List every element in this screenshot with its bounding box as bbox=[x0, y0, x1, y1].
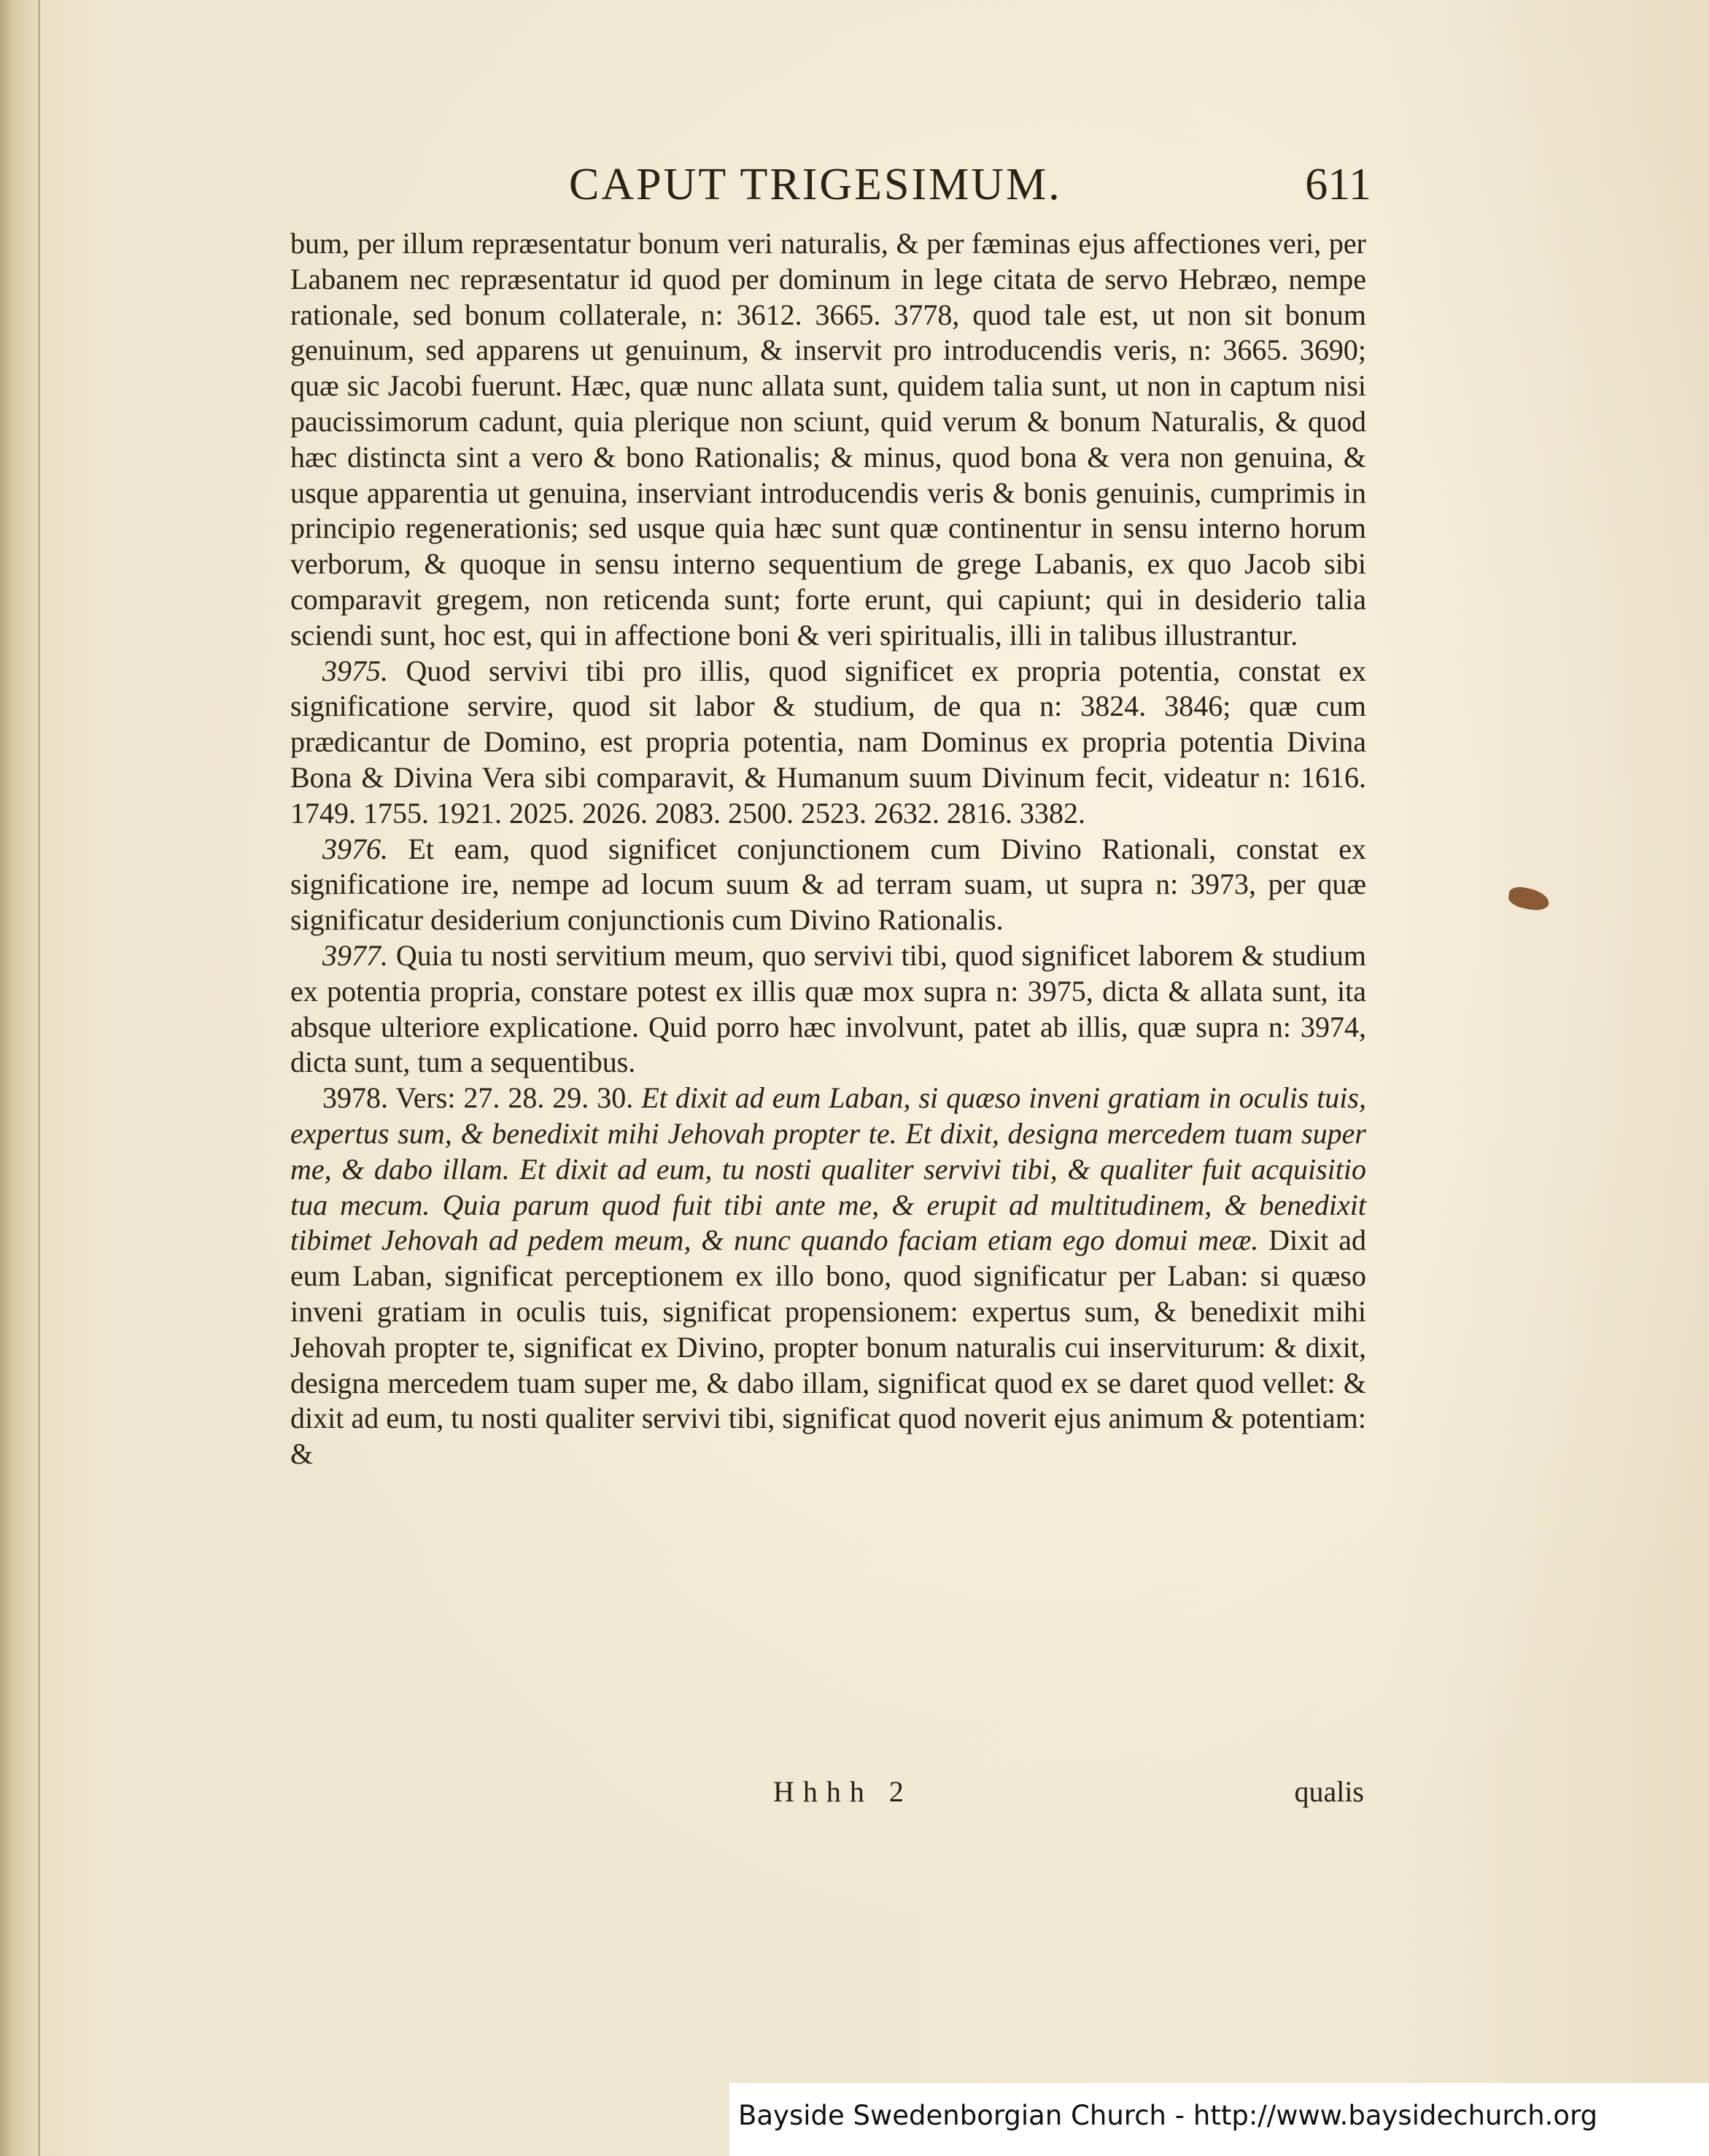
paragraph-3977 bbox=[290, 938, 1366, 1081]
paragraph-number: 3978. bbox=[322, 1081, 388, 1115]
paragraph-continued bbox=[290, 226, 1366, 654]
catchword: qualis bbox=[1294, 1775, 1364, 1808]
body-text bbox=[290, 226, 1366, 1472]
paragraph-3978 bbox=[290, 1081, 1366, 1472]
verse-reference: Vers: 27. 28. 29. 30. bbox=[395, 1081, 634, 1115]
paragraph-text: Et eam, quod significet conjunctionem cum Divino Rationali, constat ex significatione ire, nempe ad locum suum & ad terram suam, ut supra n: 3973, per quæ significatur desiderium conjunctionis cum Divino Rationalis. bbox=[290, 832, 1367, 937]
paper-stain bbox=[1507, 884, 1551, 913]
paragraph-number: 3977. bbox=[322, 938, 388, 972]
chapter-title: CAPUT TRIGESIMUM. bbox=[569, 160, 1062, 209]
paragraph-text: Dixit ad eum Laban, significat perceptionem ex illo bono, quod significatur per Laban: si quæso inveni gratiam in oculis tuis, significat propensionem: expertus sum, & benedixit mihi Jehovah propter te, significat ex Divino, propter bonum naturalis cui inserviturum: & dixit, designa mercedem tuam super me, & dabo illam, significat quod ex se daret quod vellet: & dixit ad eum, tu nosti qualiter servivi tibi, significat quod noverit ejus animum & potentiam: & bbox=[290, 1224, 1367, 1471]
watermark-text: Bayside Swedenborgian Church - http://www.baysidechurch.org bbox=[738, 2100, 1598, 2131]
verse-quote: Et dixit ad eum Laban, si quæso inveni gratiam in oculis tuis, expertus sum, & benedixit mihi Jehovah propter te. Et dixit, designa mercedem tuam super me, & dabo illam. Et dixit ad eum, tu nosti qualiter servivi tibi, & qualiter fuit acquisitio tua mecum. Quia parum quod fuit tibi ante me, & erupit ad multitudinem, & benedixit tibimet Jehovah ad pedem meum, & nunc quando faciam etiam ego domui meæ. bbox=[290, 1081, 1366, 1257]
gutter-shadow bbox=[38, 0, 40, 2156]
paragraph-text: Quia tu nosti servitium meum, quo servivi tibi, quod significet laborem & studium ex potentia propria, constare potest ex illis quæ mox supra n: 3975, dicta & allata sunt, ita absque ulteriore explicatione. Quid porro hæc involvunt, patet ab illis, quæ supra n: 3974, dicta sunt, tum a sequentibus. bbox=[290, 938, 1366, 1079]
paragraph-text: bum, per illum repræsentatur bonum veri naturalis, & per fæminas ejus affectiones veri, per Labanem nec repræsentatur id quod per dominum in lege citata de servo Hebræo, nempe rationale, sed bonum collaterale, n: 3612. 3665. 3778, quod tale est, ut non sit bonum genuinum, sed apparens ut genuinum, & inservit pro introducendis veris, n: 3665. 3690; quæ sic Jacobi fuerunt. Hæc, quæ nunc allata sunt, quidem talia sunt, ut non in captum nisi paucissimorum cadunt, quia plerique non sciunt, quid verum & bonum Naturalis, & quod hæc distincta sint a vero & bono Rationalis; & minus, quod bona & vera non genuina, & usque apparentia ut genuina, inserviant introducendis veris & bonis genuinis, cumprimis in principio regenerationis; sed usque quia hæc sunt quæ continentur in sensu interno horum verborum, & quoque in sensu interno sequentium de grege Labanis, ex quo Jacob sibi comparavit gregem, non reticenda sunt; forte erunt, qui capiunt; qui in desiderio talia sciendi sunt, hoc est, qui in affectione boni & veri spiritualis, illi in talibus illustrantur. bbox=[290, 227, 1366, 652]
paragraph-3976 bbox=[290, 832, 1366, 938]
paragraph-number: 3976. bbox=[322, 832, 388, 865]
paragraph-text: Quod servivi tibi pro illis, quod significet ex propria potentia, constat ex significatione servire, quod sit labor & studium, de qua n: 3824. 3846; quæ cum prædicantur de Domino, est propria potentia, nam Dominus ex propria potentia Divina Bona & Divina Vera sibi comparavit, & Humanum suum Divinum fecit, videatur n: 1616. 1749. 1755. 1921. 2025. 2026. 2083. 2500. 2523. 2632. 2816. 3382. bbox=[290, 654, 1366, 830]
paragraph-number: 3975. bbox=[322, 654, 388, 687]
page-footer bbox=[729, 1774, 1364, 1818]
paragraph-3975 bbox=[290, 654, 1366, 832]
running-head bbox=[292, 159, 1371, 217]
page-number: 611 bbox=[1305, 160, 1371, 209]
signature-mark: Hhhh 2 bbox=[773, 1775, 912, 1808]
